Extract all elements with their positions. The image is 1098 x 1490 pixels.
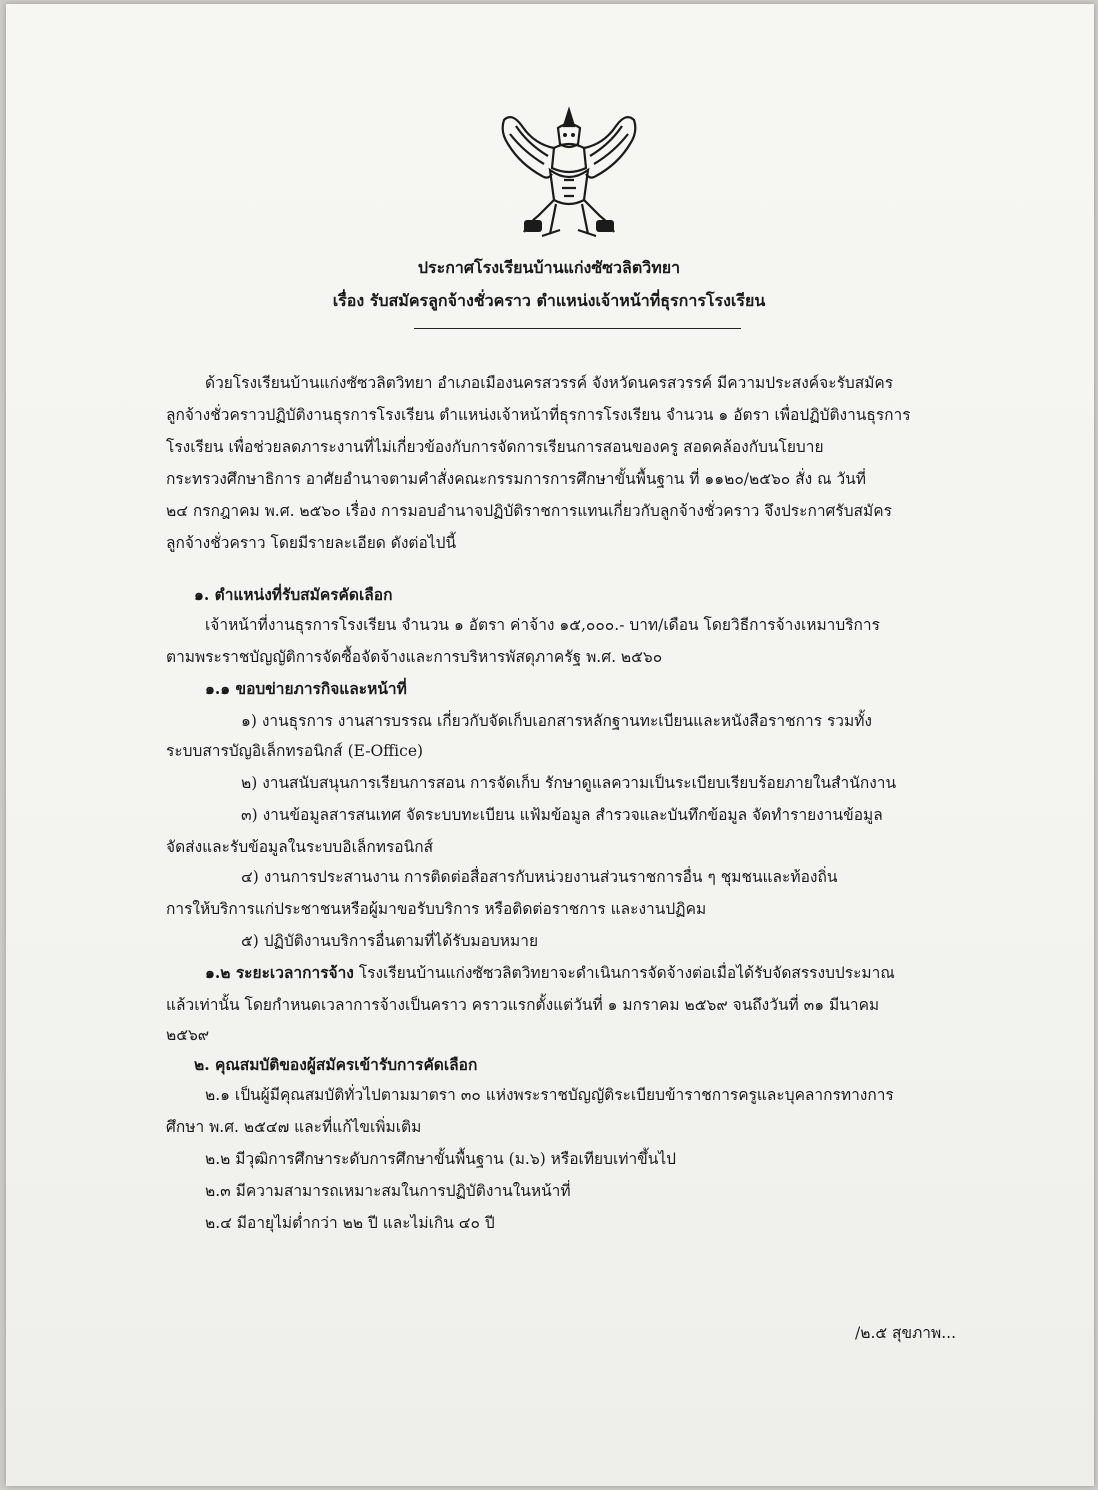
qualification-line: ๒.๔ มีอายุไม่ต่ำกว่า ๒๒ ปี และไม่เกิน ๔๐ ปี <box>205 1214 495 1232</box>
duty-line: ระบบสารบัญอิเล็กทรอนิกส์ (E-Office) <box>166 742 424 760</box>
section1-2-heading: ๑.๒ ระยะเวลาการจ้าง <box>205 963 354 982</box>
duty-line: จัดส่งและรับข้อมูลในระบบอิเล็กทรอนิกส์ <box>166 838 434 856</box>
intro-line: ด้วยโรงเรียนบ้านแก่งซัซวลิตวิทยา อำเภอเมืองนครสวรรค์ จังหวัดนครสวรรค์ มีความประสงค์จะรับสมัคร <box>205 374 894 392</box>
qualification-line: ๒.๒ มีวุฒิการศึกษาระดับการศึกษาขั้นพื้นฐาน (ม.๖) หรือเทียบเท่าขึ้นไป <box>205 1150 677 1168</box>
qualification-line: ศึกษา พ.ศ. ๒๕๔๗ และที่แก้ไขเพิ่มเติม <box>166 1118 422 1136</box>
intro-line: ลูกจ้างชั่วคราวปฏิบัติงานธุรการโรงเรียน ตำแหน่งเจ้าหน้าที่ธุรการโรงเรียน จำนวน ๑ อัตรา เพื่อปฏิบัติงานธุรการ <box>166 406 911 424</box>
section1-heading: ๑. ตำแหน่งที่รับสมัครคัดเลือก <box>194 585 393 604</box>
section1-2-line: แล้วเท่านั้น โดยกำหนดเวลาการจ้างเป็นคราว คราวแรกตั้งแต่วันที่ ๑ มกราคม ๒๕๖๙ จนถึงวันที่ ๓๑ มีนาคม <box>166 996 880 1014</box>
announcement-subject: เรื่อง รับสมัครลูกจ้างชั่วคราว ตำแหน่งเจ้าหน้าที่ธุรการโรงเรียน <box>332 291 766 310</box>
intro-line: ลูกจ้างชั่วคราว โดยมีรายละเอียด ดังต่อไปนี้ <box>166 534 457 552</box>
page-continuation: /๒.๕ สุขภาพ... <box>855 1324 956 1342</box>
duty-line: ๕) ปฏิบัติงานบริการอื่นตามที่ได้รับมอบหมาย <box>241 932 539 950</box>
section1-line: ตามพระราชบัญญัติการจัดซื้อจัดจ้างและการบริหารพัสดุภาครัฐ พ.ศ. ๒๕๖๐ <box>166 648 663 666</box>
garuda-emblem-icon <box>494 104 644 242</box>
section1-2-line: ๒๕๖๙ <box>166 1026 210 1044</box>
qualification-line: ๒.๓ มีความสามารถเหมาะสมในการปฏิบัติงานในหน้าที่ <box>205 1182 571 1200</box>
section1-1-heading: ๑.๑ ขอบข่ายภารกิจและหน้าที่ <box>205 679 407 698</box>
intro-line: ๒๔ กรกฎาคม พ.ศ. ๒๕๖๐ เรื่อง การมอบอำนาจปฏิบัติราชการแทนเกี่ยวกับลูกจ้างชั่วคราว จึงประกาศรับสมัคร <box>166 502 892 520</box>
section2-heading: ๒. คุณสมบัติของผู้สมัครเข้ารับการคัดเลือก <box>194 1055 478 1074</box>
duty-line: การให้บริการแก่ประชาชนหรือผู้มาขอรับบริการ หรือติดต่อราชการ และงานปฏิคม <box>166 900 707 918</box>
section1-line: เจ้าหน้าที่งานธุรการโรงเรียน จำนวน ๑ อัตรา ค่าจ้าง ๑๕,๐๐๐.- บาท/เดือน โดยวิธีการจ้างเหมาบริการ <box>205 616 880 634</box>
duty-line: ๒) งานสนับสนุนการเรียนการสอน การจัดเก็บ รักษาดูแลความเป็นระเบียบเรียบร้อยภายในสำนักงาน <box>241 774 897 792</box>
announcement-title: ประกาศโรงเรียนบ้านแก่งซัซวลิตวิทยา <box>417 258 681 277</box>
intro-line: โรงเรียน เพื่อช่วยลดภาระงานที่ไม่เกี่ยวข้องกับการจัดการเรียนการสอนของครู สอดคล้องกับนโยบาย <box>166 438 824 456</box>
section1-2-line <box>205 962 895 984</box>
duty-line: ๓) งานข้อมูลสารสนเทศ จัดระบบทะเบียน แฟ้มข้อมูล สำรวจและบันทึกข้อมูล จัดทำรายงานข้อมูล <box>241 806 883 824</box>
title-underline <box>414 328 741 329</box>
section1-2-text: โรงเรียนบ้านแก่งซัซวลิตวิทยาจะดำเนินการจัดจ้างต่อเมื่อได้รับจัดสรรงบประมาณ <box>353 964 895 982</box>
intro-line: กระทรวงศึกษาธิการ อาศัยอำนาจตามคำสั่งคณะกรรมการการศึกษาขั้นพื้นฐาน ที่ ๑๑๒๐/๒๕๖๐ สั่ง ณ วันที่ <box>166 470 866 488</box>
duty-line: ๑) งานธุรการ งานสารบรรณ เกี่ยวกับจัดเก็บเอกสารหลักฐานทะเบียนและหนังสือราชการ รวมทั้ง <box>241 712 872 730</box>
qualification-line: ๒.๑ เป็นผู้มีคุณสมบัติทั่วไปตามมาตรา ๓๐ แห่งพระราชบัญญัติระเบียบข้าราชการครูและบุคลากรทางการ <box>205 1086 894 1104</box>
duty-line: ๔) งานการประสานงาน การติดต่อสื่อสารกับหน่วยงานส่วนราชการอื่น ๆ ชุมชนและท้องถิ่น <box>241 868 838 886</box>
